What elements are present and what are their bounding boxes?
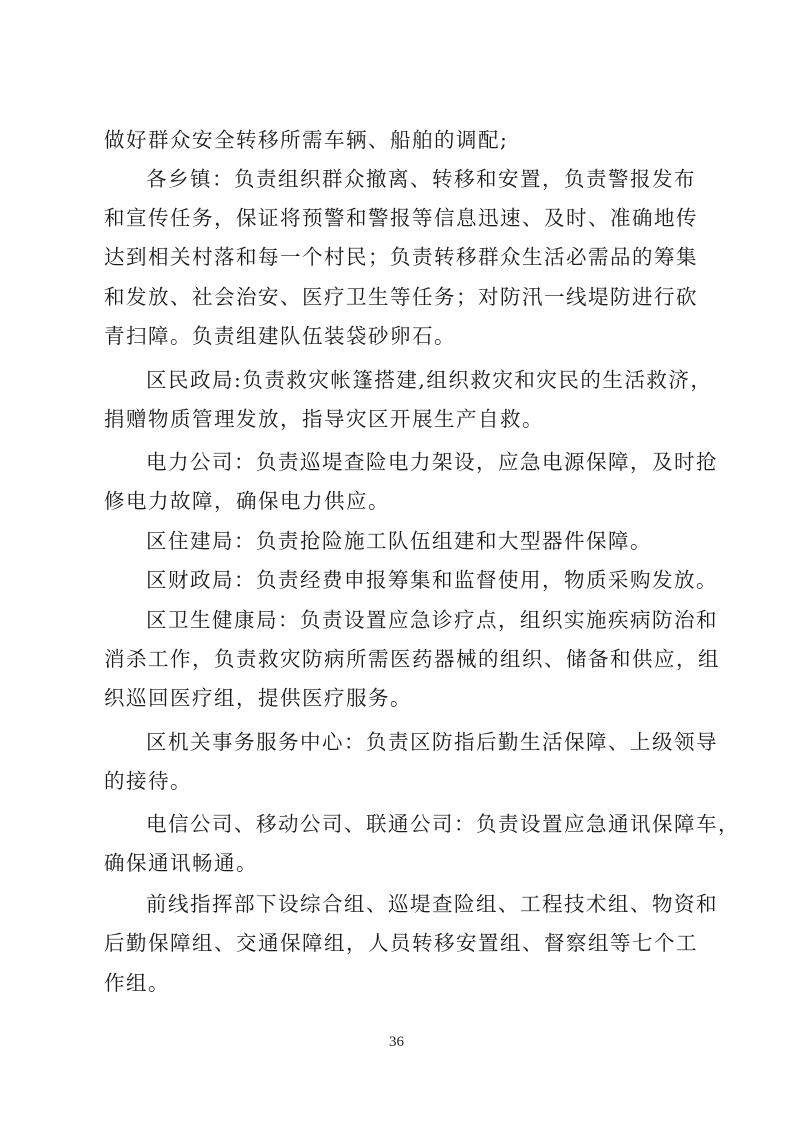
text-line: 确保通讯畅通。: [104, 851, 258, 875]
text-line: 达到相关村落和每一个村民；负责转移群众生活必需品的筹集: [104, 245, 698, 269]
text-line: 区财政局：负责经费申报筹集和监督使用，物质采购发放。: [146, 568, 718, 592]
text-line: 前线指挥部下设综合组、巡堤查险组、工程技术组、物资和: [146, 892, 718, 916]
text-line: 和宣传任务，保证将预警和警报等信息迅速、及时、准确地传: [104, 206, 698, 230]
text-line: 消杀工作，负责救灾防病所需医药器械的组织、储备和供应，组: [104, 647, 720, 671]
text-line: 做好群众安全转移所需车辆、船舶的调配;: [104, 128, 509, 152]
text-line: 青扫障。负责组建队伍装袋砂卵石。: [104, 324, 456, 348]
text-line: 区民政局:负责救灾帐篷搭建,组织救灾和灾民的生活救济，: [146, 368, 713, 392]
text-line: 作组。: [104, 971, 170, 995]
text-line: 织巡回医疗组，提供医疗服务。: [104, 686, 412, 710]
page-number: 36: [389, 1034, 404, 1050]
text-line: 后勤保障组、交通保障组，人员转移安置组、督察组等七个工: [104, 931, 698, 955]
text-line: 区机关事务服务中心：负责区防指后勤生活保障、上级领导: [146, 730, 718, 754]
text-line: 区住建局：负责抢险施工队伍组建和大型器件保障。: [146, 529, 652, 553]
text-line: 电力公司：负责巡堤查险电力架设，应急电源保障，及时抢: [146, 450, 718, 474]
text-line: 和发放、社会治安、医疗卫生等任务；对防汛一线堤防进行砍: [104, 285, 698, 309]
text-line: 的接待。: [104, 769, 192, 793]
text-line: 捐赠物质管理发放，指导灾区开展生产自救。: [104, 407, 544, 431]
text-line: 修电力故障，确保电力供应。: [104, 489, 390, 513]
text-line: 区卫生健康局：负责设置应急诊疗点，组织实施疾病防治和: [146, 608, 718, 632]
text-line: 电信公司、移动公司、联通公司：负责设置应急通讯保障车，: [146, 812, 740, 836]
text-line: 各乡镇：负责组织群众撤离、转移和安置，负责警报发布: [146, 167, 696, 191]
